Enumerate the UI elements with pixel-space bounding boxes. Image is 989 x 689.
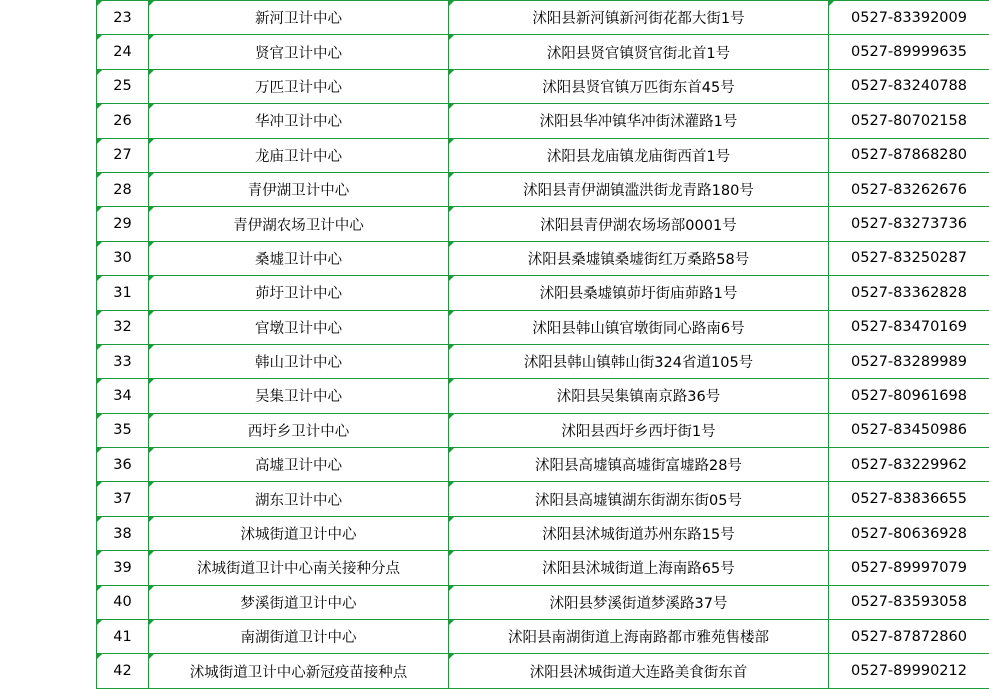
cell-number: 26 bbox=[97, 104, 149, 138]
cell-phone: 0527-80702158 bbox=[829, 104, 989, 138]
cell-number: 24 bbox=[97, 35, 149, 69]
cell-phone: 0527-80636928 bbox=[829, 516, 989, 550]
cell-phone: 0527-87872860 bbox=[829, 620, 989, 654]
cell-number: 23 bbox=[97, 1, 149, 35]
table-row bbox=[97, 104, 989, 138]
cell-name: 高墟卫计中心 bbox=[149, 448, 449, 482]
cell-number: 36 bbox=[97, 448, 149, 482]
table-row bbox=[97, 310, 989, 344]
cell-name: 华冲卫计中心 bbox=[149, 104, 449, 138]
table-row bbox=[97, 172, 989, 206]
cell-address: 沭阳县南湖街道上海南路都市雅苑售楼部 bbox=[449, 620, 829, 654]
table-row bbox=[97, 241, 989, 275]
table-row bbox=[97, 482, 989, 516]
cell-name: 万匹卫计中心 bbox=[149, 69, 449, 103]
cell-number: 25 bbox=[97, 69, 149, 103]
cell-address: 沭阳县龙庙镇龙庙街西首1号 bbox=[449, 138, 829, 172]
cell-number: 30 bbox=[97, 241, 149, 275]
table-row bbox=[97, 379, 989, 413]
cell-address: 沭阳县华冲镇华冲街沭灌路1号 bbox=[449, 104, 829, 138]
table-row bbox=[97, 551, 989, 585]
cell-number: 29 bbox=[97, 207, 149, 241]
table-row bbox=[97, 276, 989, 310]
cell-number: 27 bbox=[97, 138, 149, 172]
cell-number: 42 bbox=[97, 654, 149, 688]
cell-name: 沭城街道卫计中心南关接种分点 bbox=[149, 551, 449, 585]
table-row bbox=[97, 413, 989, 447]
cell-phone: 0527-83470169 bbox=[829, 310, 989, 344]
cell-phone: 0527-89997079 bbox=[829, 551, 989, 585]
cell-number: 39 bbox=[97, 551, 149, 585]
cell-address: 沭阳县沭城街道大连路美食街东首 bbox=[449, 654, 829, 688]
cell-name: 茆圩卫计中心 bbox=[149, 276, 449, 310]
cell-name: 西圩乡卫计中心 bbox=[149, 413, 449, 447]
cell-address: 沭阳县梦溪街道梦溪路37号 bbox=[449, 585, 829, 619]
cell-phone: 0527-83836655 bbox=[829, 482, 989, 516]
cell-name: 官墩卫计中心 bbox=[149, 310, 449, 344]
cell-number: 33 bbox=[97, 344, 149, 378]
cell-number: 32 bbox=[97, 310, 149, 344]
cell-phone: 0527-83289989 bbox=[829, 344, 989, 378]
cell-address: 沭阳县沭城街道上海南路65号 bbox=[449, 551, 829, 585]
table-row bbox=[97, 207, 989, 241]
cell-phone: 0527-87868280 bbox=[829, 138, 989, 172]
cell-name: 湖东卫计中心 bbox=[149, 482, 449, 516]
cell-phone: 0527-83273736 bbox=[829, 207, 989, 241]
cell-address: 沭阳县高墟镇高墟街富墟路28号 bbox=[449, 448, 829, 482]
table-row bbox=[97, 138, 989, 172]
table-row bbox=[97, 344, 989, 378]
cell-name: 梦溪街道卫计中心 bbox=[149, 585, 449, 619]
cell-address: 沭阳县高墟镇湖东街湖东街05号 bbox=[449, 482, 829, 516]
cell-address: 沭阳县新河镇新河街花都大街1号 bbox=[449, 1, 829, 35]
cell-number: 37 bbox=[97, 482, 149, 516]
cell-phone: 0527-83392009 bbox=[829, 1, 989, 35]
cell-address: 沭阳县西圩乡西圩街1号 bbox=[449, 413, 829, 447]
cell-phone: 0527-83229962 bbox=[829, 448, 989, 482]
cell-address: 沭阳县韩山镇官墩街同心路南6号 bbox=[449, 310, 829, 344]
table-row bbox=[97, 585, 989, 619]
cell-phone: 0527-83593058 bbox=[829, 585, 989, 619]
left-margin bbox=[0, 0, 96, 662]
cell-address: 沭阳县贤官镇万匹街东首45号 bbox=[449, 69, 829, 103]
cell-phone: 0527-83250287 bbox=[829, 241, 989, 275]
cell-number: 41 bbox=[97, 620, 149, 654]
cell-name: 桑墟卫计中心 bbox=[149, 241, 449, 275]
cell-number: 31 bbox=[97, 276, 149, 310]
cell-name: 青伊湖卫计中心 bbox=[149, 172, 449, 206]
cell-number: 34 bbox=[97, 379, 149, 413]
cell-address: 沭阳县青伊湖农场场部0001号 bbox=[449, 207, 829, 241]
table-row bbox=[97, 654, 989, 688]
cell-phone: 0527-83450986 bbox=[829, 413, 989, 447]
cell-address: 沭阳县韩山镇韩山街324省道105号 bbox=[449, 344, 829, 378]
table-row bbox=[97, 516, 989, 550]
cell-address: 沭阳县桑墟镇茆圩街庙茆路1号 bbox=[449, 276, 829, 310]
table-row bbox=[97, 620, 989, 654]
cell-phone: 0527-89990212 bbox=[829, 654, 989, 688]
cell-name: 贤官卫计中心 bbox=[149, 35, 449, 69]
cell-phone: 0527-89999635 bbox=[829, 35, 989, 69]
cell-address: 沭阳县桑墟镇桑墟街红万桑路58号 bbox=[449, 241, 829, 275]
cell-number: 28 bbox=[97, 172, 149, 206]
cell-name: 南湖街道卫计中心 bbox=[149, 620, 449, 654]
cell-name: 吴集卫计中心 bbox=[149, 379, 449, 413]
cell-address: 沭阳县贤官镇贤官街北首1号 bbox=[449, 35, 829, 69]
cell-name: 沭城街道卫计中心新冠疫苗接种点 bbox=[149, 654, 449, 688]
cell-number: 35 bbox=[97, 413, 149, 447]
cell-number: 40 bbox=[97, 585, 149, 619]
table-row bbox=[97, 69, 989, 103]
clinic-list-table bbox=[96, 0, 989, 689]
cell-name: 龙庙卫计中心 bbox=[149, 138, 449, 172]
cell-phone: 0527-80961698 bbox=[829, 379, 989, 413]
table-row bbox=[97, 1, 989, 35]
table-row bbox=[97, 448, 989, 482]
cell-address: 沭阳县沭城街道苏州东路15号 bbox=[449, 516, 829, 550]
cell-address: 沭阳县青伊湖镇滥洪街龙青路180号 bbox=[449, 172, 829, 206]
cell-phone: 0527-83362828 bbox=[829, 276, 989, 310]
table-row bbox=[97, 35, 989, 69]
cell-name: 青伊湖农场卫计中心 bbox=[149, 207, 449, 241]
cell-phone: 0527-83240788 bbox=[829, 69, 989, 103]
cell-name: 韩山卫计中心 bbox=[149, 344, 449, 378]
cell-address: 沭阳县吴集镇南京路36号 bbox=[449, 379, 829, 413]
cell-name: 新河卫计中心 bbox=[149, 1, 449, 35]
cell-number: 38 bbox=[97, 516, 149, 550]
table-body bbox=[97, 1, 989, 689]
cell-phone: 0527-83262676 bbox=[829, 172, 989, 206]
cell-name: 沭城街道卫计中心 bbox=[149, 516, 449, 550]
